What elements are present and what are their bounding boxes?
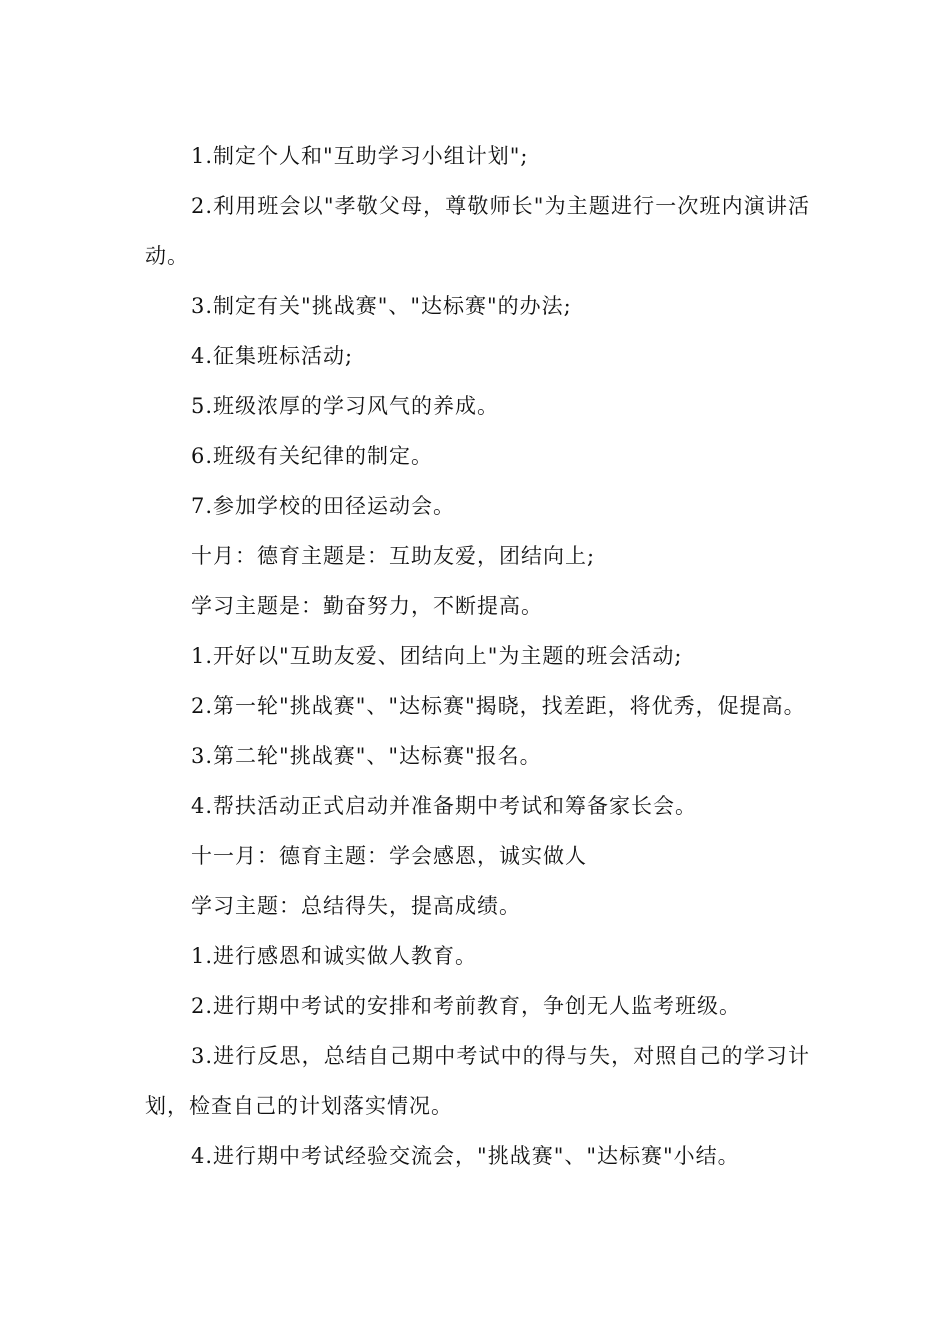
section-heading-october: 十月：德育主题是：互助友爱，团结向上; <box>191 544 596 568</box>
paragraph: 1.进行感恩和诚实做人教育。 <box>191 944 478 968</box>
paragraph: 5.班级浓厚的学习风气的养成。 <box>191 394 500 418</box>
study-theme-october: 学习主题是：勤奋努力，不断提高。 <box>191 594 543 618</box>
study-theme-november: 学习主题：总结得失，提高成绩。 <box>191 894 521 918</box>
section-heading-november: 十一月：德育主题：学会感恩，诚实做人 <box>191 844 587 868</box>
paragraph: 7.参加学校的田径运动会。 <box>191 494 456 518</box>
paragraph: 3.制定有关"挑战赛"、"达标赛"的办法; <box>191 294 572 318</box>
document-body <box>145 131 810 1181</box>
paragraph: 1.制定个人和"互助学习小组计划"; <box>191 144 529 168</box>
paragraph: 2.第一轮"挑战赛"、"达标赛"揭晓，找差距，将优秀，促提高。 <box>191 694 806 718</box>
paragraph: 4.进行期中考试经验交流会，"挑战赛"、"达标赛"小结。 <box>191 1144 740 1168</box>
paragraph: 4.帮扶活动正式启动并准备期中考试和筹备家长会。 <box>191 794 698 818</box>
paragraph: 3.进行反思，总结自己期中考试中的得与失，对照自己的学习计划，检查自己的计划落实情况。 <box>145 1044 810 1118</box>
paragraph: 2.利用班会以"孝敬父母，尊敬师长"为主题进行一次班内演讲活动。 <box>145 194 810 268</box>
paragraph: 3.第二轮"挑战赛"、"达标赛"报名。 <box>191 744 542 768</box>
paragraph: 1.开好以"互助友爱、团结向上"为主题的班会活动; <box>191 644 683 668</box>
paragraph: 2.进行期中考试的安排和考前教育，争创无人监考班级。 <box>191 994 742 1018</box>
paragraph: 4.征集班标活动; <box>191 344 354 368</box>
paragraph: 6.班级有关纪律的制定。 <box>191 444 434 468</box>
